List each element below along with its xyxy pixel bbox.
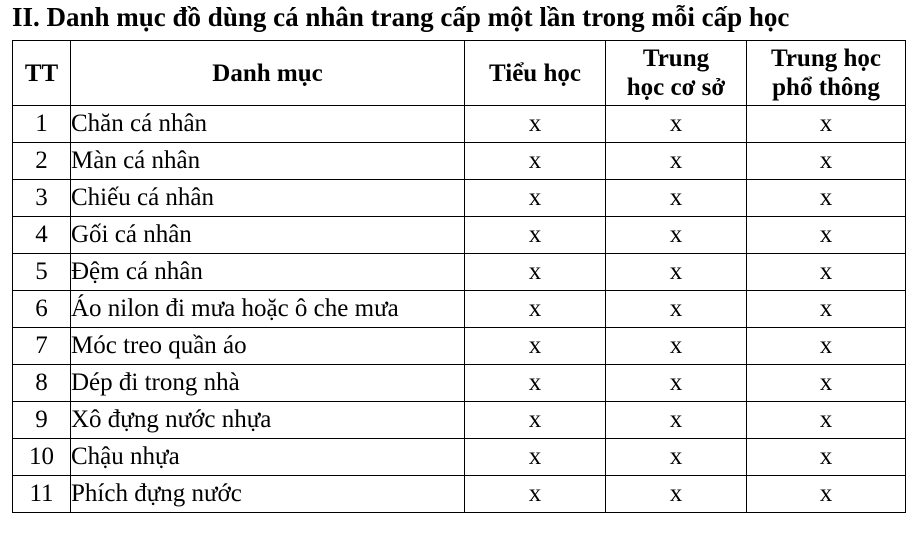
cell-lower-secondary: x bbox=[606, 180, 747, 217]
table-row bbox=[13, 106, 906, 143]
cell-item: Móc treo quần áo bbox=[71, 328, 465, 365]
table-row bbox=[13, 328, 906, 365]
cell-item: Phích đựng nước bbox=[71, 476, 465, 513]
header-lower-secondary bbox=[606, 41, 747, 106]
table-row bbox=[13, 439, 906, 476]
table-row bbox=[13, 291, 906, 328]
table-body bbox=[13, 106, 906, 513]
cell-primary: x bbox=[465, 291, 606, 328]
cell-upper-secondary: x bbox=[747, 143, 906, 180]
table-row bbox=[13, 254, 906, 291]
header-upper-secondary-line2: phổ thông bbox=[772, 74, 880, 101]
cell-primary: x bbox=[465, 143, 606, 180]
cell-lower-secondary: x bbox=[606, 476, 747, 513]
cell-primary: x bbox=[465, 106, 606, 143]
cell-upper-secondary: x bbox=[747, 476, 906, 513]
cell-lower-secondary: x bbox=[606, 402, 747, 439]
cell-lower-secondary: x bbox=[606, 217, 747, 254]
cell-lower-secondary: x bbox=[606, 365, 747, 402]
cell-item: Màn cá nhân bbox=[71, 143, 465, 180]
table-header-row bbox=[13, 41, 906, 106]
cell-primary: x bbox=[465, 217, 606, 254]
cell-upper-secondary: x bbox=[747, 254, 906, 291]
table-row bbox=[13, 217, 906, 254]
cell-item: Dép đi trong nhà bbox=[71, 365, 465, 402]
cell-tt: 4 bbox=[13, 217, 71, 254]
table-row bbox=[13, 476, 906, 513]
cell-tt: 3 bbox=[13, 180, 71, 217]
header-upper-secondary bbox=[747, 41, 906, 106]
cell-upper-secondary: x bbox=[747, 402, 906, 439]
cell-tt: 6 bbox=[13, 291, 71, 328]
cell-primary: x bbox=[465, 402, 606, 439]
cell-primary: x bbox=[465, 180, 606, 217]
cell-lower-secondary: x bbox=[606, 143, 747, 180]
cell-tt: 10 bbox=[13, 439, 71, 476]
cell-item: Chiếu cá nhân bbox=[71, 180, 465, 217]
cell-lower-secondary: x bbox=[606, 439, 747, 476]
cell-item: Chậu nhựa bbox=[71, 439, 465, 476]
table-row bbox=[13, 365, 906, 402]
section-heading: II. Danh mục đồ dùng cá nhân trang cấp một lần trong mỗi cấp học bbox=[12, 2, 790, 32]
table-row bbox=[13, 143, 906, 180]
cell-upper-secondary: x bbox=[747, 328, 906, 365]
cell-lower-secondary: x bbox=[606, 254, 747, 291]
header-lower-secondary-line2: học cơ sở bbox=[626, 74, 726, 101]
header-item: Danh mục bbox=[71, 41, 465, 106]
cell-primary: x bbox=[465, 254, 606, 291]
cell-item: Chăn cá nhân bbox=[71, 106, 465, 143]
cell-item: Gối cá nhân bbox=[71, 217, 465, 254]
cell-tt: 5 bbox=[13, 254, 71, 291]
cell-item: Đệm cá nhân bbox=[71, 254, 465, 291]
cell-primary: x bbox=[465, 476, 606, 513]
table-row bbox=[13, 402, 906, 439]
items-table bbox=[12, 40, 906, 513]
header-tt: TT bbox=[13, 41, 71, 106]
cell-upper-secondary: x bbox=[747, 439, 906, 476]
cell-upper-secondary: x bbox=[747, 106, 906, 143]
cell-lower-secondary: x bbox=[606, 106, 747, 143]
cell-item: Xô đựng nước nhựa bbox=[71, 402, 465, 439]
cell-primary: x bbox=[465, 328, 606, 365]
cell-upper-secondary: x bbox=[747, 180, 906, 217]
table-row bbox=[13, 180, 906, 217]
cell-tt: 11 bbox=[13, 476, 71, 513]
cell-upper-secondary: x bbox=[747, 217, 906, 254]
cell-tt: 8 bbox=[13, 365, 71, 402]
cell-lower-secondary: x bbox=[606, 291, 747, 328]
cell-lower-secondary: x bbox=[606, 328, 747, 365]
cell-tt: 9 bbox=[13, 402, 71, 439]
header-primary: Tiểu học bbox=[465, 41, 606, 106]
cell-tt: 7 bbox=[13, 328, 71, 365]
cell-primary: x bbox=[465, 439, 606, 476]
cell-upper-secondary: x bbox=[747, 291, 906, 328]
cell-tt: 1 bbox=[13, 106, 71, 143]
cell-upper-secondary: x bbox=[747, 365, 906, 402]
header-upper-secondary-line1: Trung học bbox=[771, 45, 881, 72]
cell-tt: 2 bbox=[13, 143, 71, 180]
cell-primary: x bbox=[465, 365, 606, 402]
cell-item: Áo nilon đi mưa hoặc ô che mưa bbox=[71, 291, 465, 328]
header-lower-secondary-line1: Trung bbox=[642, 45, 710, 72]
